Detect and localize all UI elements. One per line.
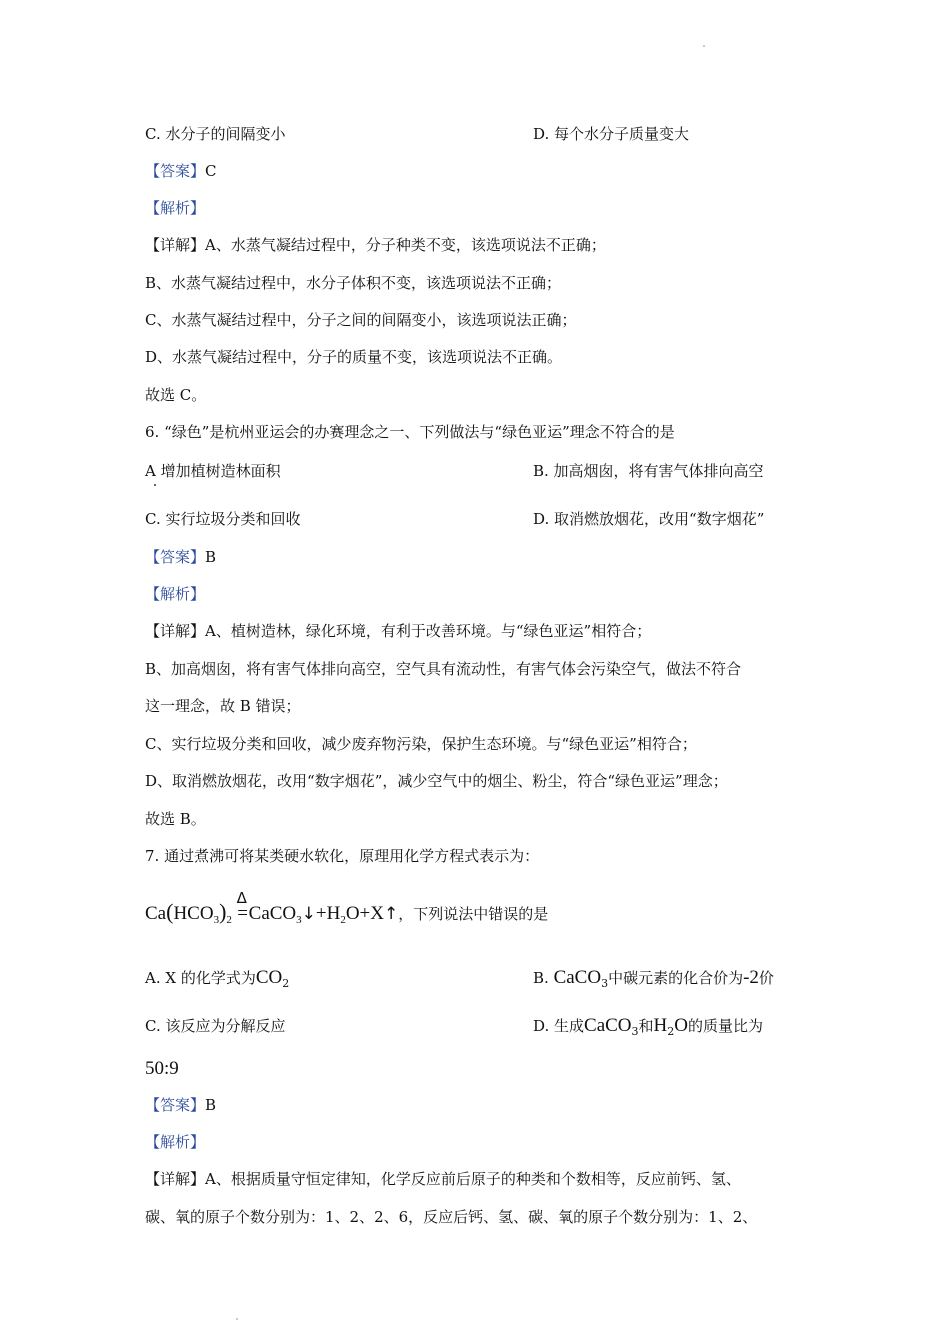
q6-detail-line-4: C、实行垃圾分类和回收，减少废弃物污染，保护生态环境。与“绿色亚运”相符合；: [145, 735, 697, 753]
q5-detail-line-1: 【详解】A、水蒸气凝结过程中，分子种类不变，该选项说法不正确；: [145, 236, 606, 254]
q5-option-d: D. 每个水分子质量变大: [533, 125, 690, 143]
answer-label: 【答案】: [145, 162, 206, 180]
q7-option-c: C. 该反应为分解反应: [145, 1017, 286, 1035]
q7-analysis-label: 【解析】: [145, 1133, 206, 1151]
eq-products: $CaCO_3↓+H_2O+X↑$: [248, 903, 399, 926]
scan-speck: [236, 1318, 238, 1320]
answer-label: 【答案】: [145, 548, 206, 566]
q6-option-a: A 增加植树造林面积: [145, 462, 281, 480]
q6-answer: [145, 546, 216, 568]
heating-condition-equals: Δ =: [237, 900, 249, 928]
q7-equation: $Ca(HCO_3)_2$ Δ $=CaCO_3↓+H_2O+X↑$，下列说法中错误的是: [145, 898, 548, 928]
q6-detail-line-3: 这一理念，故 B 错误；: [145, 697, 301, 715]
q6-stem: 6. “绿色”是杭州亚运会的办赛理念之一、下列做法与“绿色亚运”理念不符合的是: [145, 423, 675, 441]
scan-speck: [703, 45, 705, 47]
q6-option-b: B. 加高烟囱，将有害气体排向高空: [533, 462, 764, 480]
q7-detail-line-2: 碳、氧的原子个数分别为：1、2、2、6，反应后钙、氢、碳、氧的原子个数分别为：1、2、: [145, 1208, 758, 1226]
q6-conclusion: 故选 B。: [145, 810, 206, 828]
detail-label: 【详解】: [145, 622, 206, 640]
q6-analysis-label: 【解析】: [145, 585, 206, 603]
q6-detail-line-2: B、加高烟囱，将有害气体排向高空，空气具有流动性，有害气体会污染空气，做法不符合: [145, 660, 742, 678]
q6-option-d: D. 取消燃放烟花，改用“数字烟花”: [533, 510, 765, 528]
q5-analysis-label: 【解析】: [145, 199, 206, 217]
answer-value: C: [205, 162, 217, 180]
detail-label: 【详解】: [145, 1170, 206, 1188]
q5-detail-line-4: D、水蒸气凝结过程中，分子的质量不变，该选项说法不正确。: [145, 348, 563, 366]
option-dot-mark: [154, 484, 156, 486]
q5-option-c: C. 水分子的间隔变小: [145, 125, 286, 143]
answer-value: B: [205, 548, 217, 566]
answer-label: 【答案】: [145, 1096, 206, 1114]
q5-detail-line-2: B、水蒸气凝结过程中，水分子体积不变，该选项说法不正确；: [145, 274, 562, 292]
eq-reactant: $Ca(HCO_3)_2$: [145, 899, 232, 926]
q6-option-c: C. 实行垃圾分类和回收: [145, 510, 301, 528]
q7-stem: 7. 通过煮沸可将某类硬水软化，原理用化学方程式表示为：: [145, 847, 540, 865]
gas-up-arrow-icon: ↑: [384, 904, 399, 924]
q6-detail-line-1: 【详解】A、植树造林，绿化环境，有利于改善环境。与“绿色亚运”相符合；: [145, 622, 652, 640]
q7-option-d-ratio: 50:9: [145, 1058, 179, 1079]
q5-conclusion: 故选 C。: [145, 386, 207, 404]
precipitate-down-arrow-icon: ↓: [301, 904, 316, 924]
answer-value: B: [205, 1096, 217, 1114]
delta-heat-icon: Δ: [236, 889, 247, 907]
q7-detail-line-1: 【详解】A、根据质量守恒定律知，化学反应前后原子的种类和个数相等，反应前钙、氢、: [145, 1170, 741, 1188]
q7-answer: [145, 1094, 216, 1116]
detail-label: 【详解】: [145, 236, 206, 254]
q7-option-d: D. 生成CaCO$_3$和$H_2O$的质量比为: [533, 1015, 764, 1038]
q5-detail-line-3: C、水蒸气凝结过程中，分子之间的间隔变小，该选项说法正确；: [145, 311, 577, 329]
q5-answer: [145, 160, 217, 182]
q7-option-b: B. CaCO$_3$中碳元素的化合价为-2价: [533, 967, 774, 990]
q7-option-a: A. X 的化学式为$CO_2$: [145, 967, 290, 990]
q6-detail-line-5: D、取消燃放烟花，改用“数字烟花”，减少空气中的烟尘、粉尘，符合“绿色亚运”理念；: [145, 772, 728, 790]
